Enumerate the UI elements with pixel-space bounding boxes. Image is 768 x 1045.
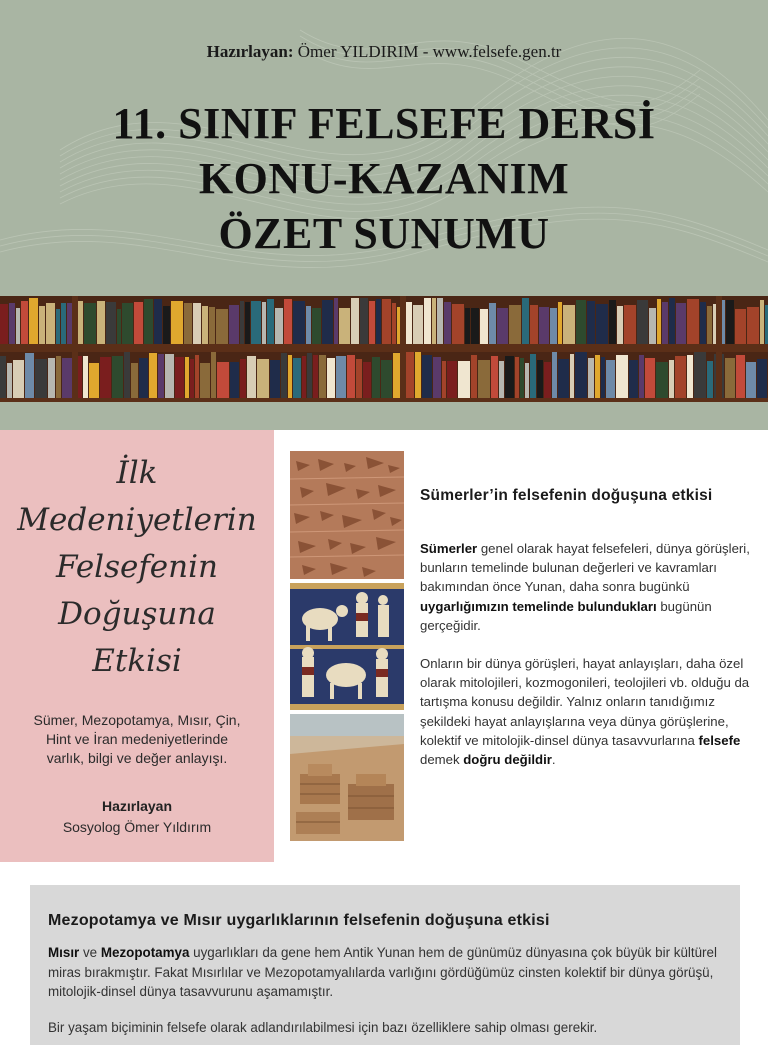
intro-heading — [0, 450, 274, 685]
intro-heading-line-5: Etkisi — [92, 643, 182, 679]
article-paragraph-2: Onların bir dünya görüşleri, hayat anlayışları, daha özel olarak mitolojileri, kozmogonileri, teolojileri vb. olduğu da tartışma konusu değildir. Yalnız onların tanıdığımız şekildeki hayat anlayışlarına veya dünya görüşlerine, kolektif ve mitolojik-dinsel dünya tasavvurlarına felsefe demek doğru değildir. — [420, 656, 750, 768]
main-title — [0, 96, 768, 261]
section-paragraph: Mısır ve Mezopotamya uygarlıkları da gene hem Antik Yunan hem de günümüz dünyasına çok büyük bir kültürel miras bırakmıştır. Fakat Mısırlılar ve Mezopotamyalılarda varlığını gördüğümüz cinsten kolektif bir dünya görüşü, mitolojik-dinsel dünya tasavvurunu aşamamıştır. — [48, 945, 717, 999]
cuneiform-tablet-image — [290, 451, 404, 579]
prepared-by-label: Hazırlayan: — [206, 42, 294, 61]
article-title: Sümerler’in felsefenin doğuşuna etkisi — [420, 487, 713, 504]
green-divider-band — [0, 402, 768, 430]
prepared-by-line — [0, 42, 768, 62]
section-paragraph-cut: Bir yaşam biçiminin felsefe olarak adlandırılabilmesi için bazı özelliklere sahip olması gerekir. — [48, 1020, 598, 1035]
mesopotamia-egypt-section — [30, 885, 740, 1045]
intro-description: Sümer, Mezopotamya, Mısır, Çin, Hint ve İran medeniyetlerinde varlık, bilgi ve değer anlayışı. — [33, 712, 241, 766]
main-title-line-3: ÖZET SUNUMU — [218, 209, 550, 258]
intro-heading-line-4: Doğuşuna — [58, 596, 216, 632]
section-title: Mezopotamya ve Mısır uygarlıklarının felsefenin doğuşuna etkisi — [48, 912, 550, 929]
cover-header — [0, 0, 768, 296]
sumerian-mosaic-image — [290, 583, 404, 710]
prepared-by-author-site: Ömer YILDIRIM - www.felsefe.gen.tr — [293, 42, 562, 61]
intro-heading-line-2: Medeniyetlerin — [17, 502, 257, 538]
bookshelf-image — [0, 296, 768, 402]
intro-prepared-name: Sosyolog Ömer Yıldırım — [62, 819, 212, 835]
intro-prepared-label: Hazırlayan — [101, 798, 173, 814]
intro-heading-line-1: İlk — [116, 455, 158, 491]
intro-heading-line-3: Felsefenin — [56, 549, 218, 585]
intro-panel — [0, 430, 274, 862]
main-title-line-2: KONU-KAZANIM — [198, 154, 570, 203]
article-paragraph-1: Sümerler genel olarak hayat felsefeleri, dünya görüşleri, bunların temelinde bulunan değerleri ve kavramları bakımından önce Yunan, daha sonra bugünkü uygarlığımızın temelinde bulundukları bugünün gerçeğidir. — [420, 541, 750, 633]
ancient-city-image — [290, 714, 404, 841]
main-title-line-1: 11. SINIF FELSEFE DERSİ — [112, 99, 656, 148]
